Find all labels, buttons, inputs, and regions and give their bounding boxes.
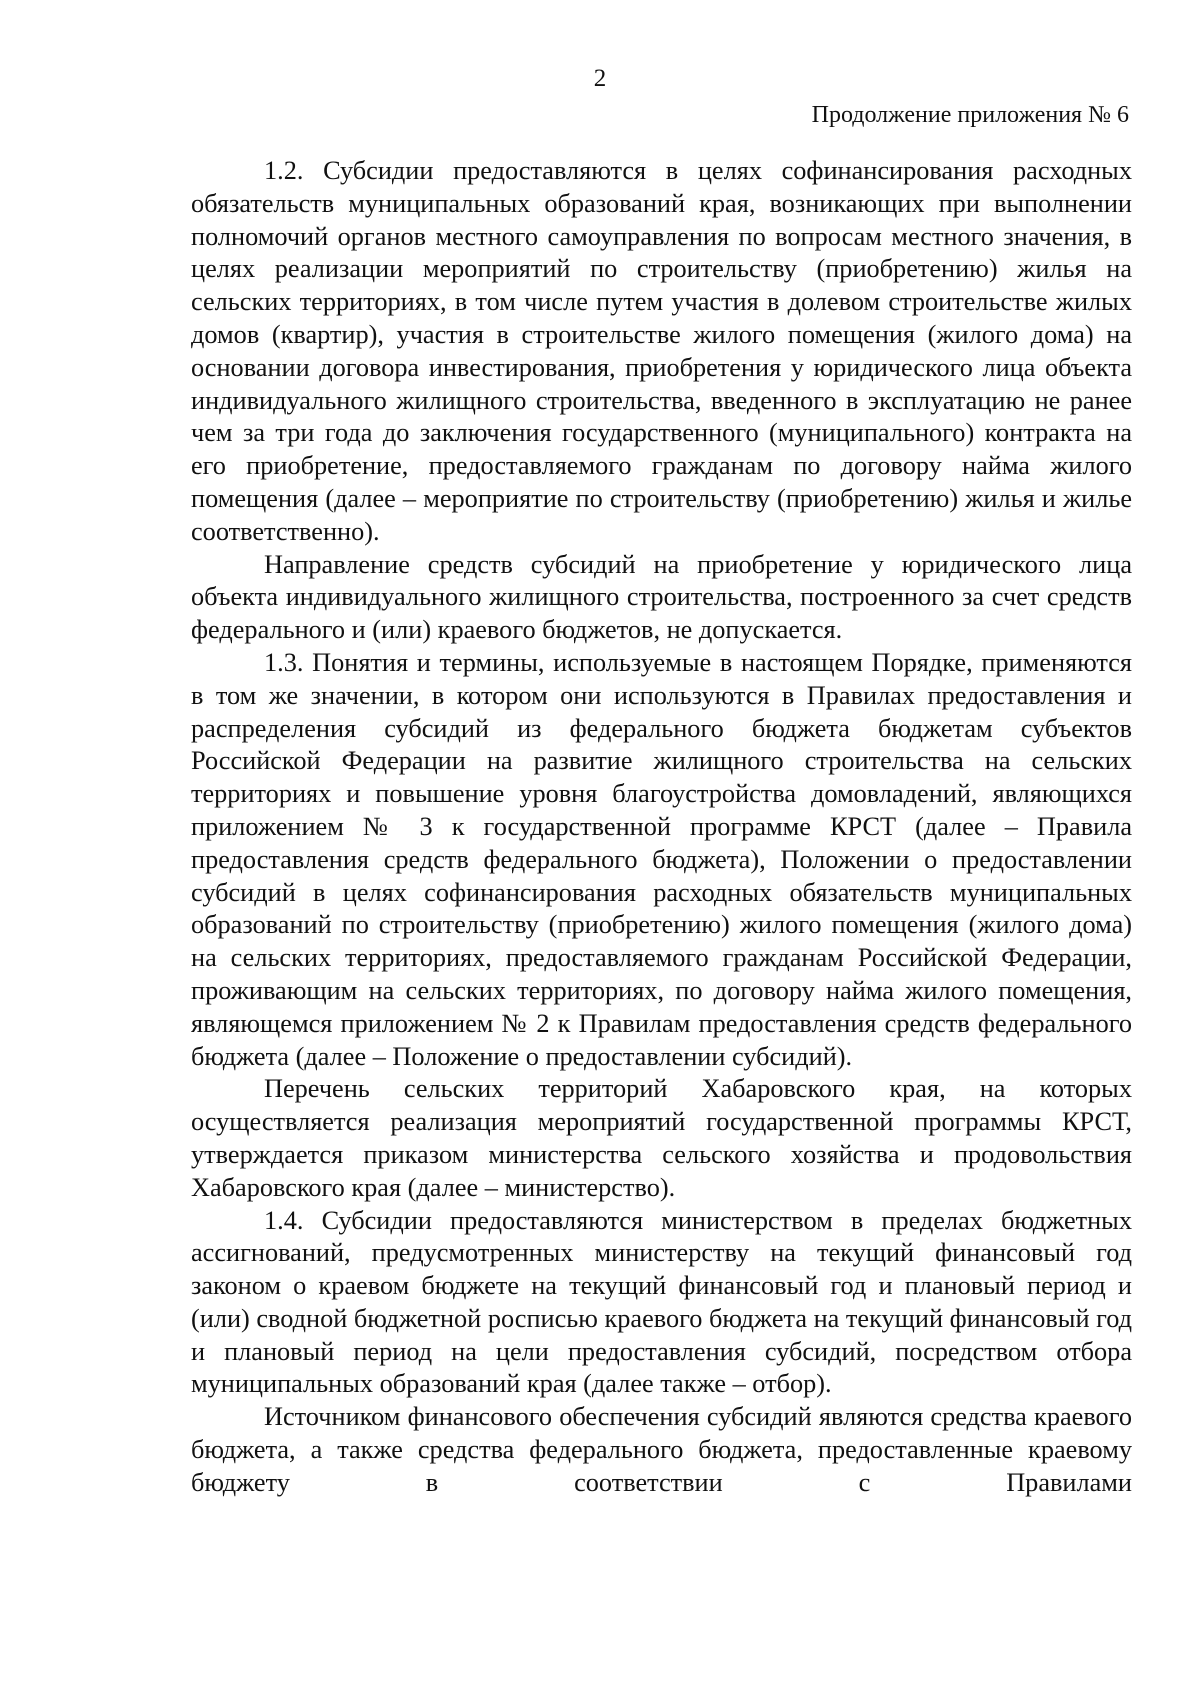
document-body — [191, 155, 1132, 1500]
paragraph-funding-source: Источником финансового обеспечения субсидий являются средства краевого бюджета, а также средства федерального бюджета, предоставленные краевому бюджету в соответствии с Правилами — [191, 1402, 1132, 1497]
paragraph-subsidy-restriction: Направление средств субсидий на приобретение у юридического лица объекта индивидуального жилищного строительства, построенного за счет средств федерального и (или) краевого бюджетов, не допускается. — [191, 549, 1132, 645]
paragraph-1-3: 1.3. Понятия и термины, используемые в настоящем Порядке, применяются в том же значении, в котором они используются в Правилах предоставления и распределения субсидий из федерального бюджета бюджетам субъектов Российской Федерации на развитие жилищного строительства на сельских территориях и повышение уровня благоустройства домовладений, являющихся приложением № 3 к государственной программе КРСТ (далее – Правила предоставления средств федерального бюджета), Положении о предоставлении субсидий в целях софинансирования расходных обязательств муниципальных образований по строительству (приобретению) жилого помещения (жилого дома) на сельских территориях, предоставляемого гражданам Российской Федерации, проживающим на сельских территориях, по договору найма жилого помещения, являющемся приложением № 2 к Правилам предоставления средств федерального бюджета (далее – Положение о предоставлении субсидий). — [191, 647, 1132, 1071]
paragraph-1-4: 1.4. Субсидии предоставляются министерством в пределах бюджетных ассигнований, предусмотренных министерству на текущий финансовый год законом о краевом бюджете на текущий финансовый год и плановый период и (или) сводной бюджетной росписью краевого бюджета на текущий финансовый год и плановый период на цели предоставления субсидий, посредством отбора муниципальных образований края (далее также – отбор). — [191, 1205, 1132, 1399]
paragraph-1-2: 1.2. Субсидии предоставляются в целях софинансирования расходных обязательств муниципальных образований края, возникающих при выполнении полномочий органов местного самоуправления по вопросам местного значения, в целях реализации мероприятий по строительству (приобретению) жилья на сельских территориях, в том числе путем участия в долевом строительстве жилых домов (квартир), участия в строительстве жилого помещения (жилого дома) на основании договора инвестирования, приобретения у юридического лица объекта индивидуального жилищного строительства, введенного в эксплуатацию не ранее чем за три года до заключения государственного (муниципального) контракта на его приобретение, предоставляемого гражданам по договору найма жилого помещения (далее – мероприятие по строительству (приобретению) жилья и жилье соответственно). — [191, 156, 1132, 546]
page-number: 2 — [593, 65, 607, 92]
paragraph-territories-list: Перечень сельских территорий Хабаровского края, на которых осуществляется реализация мероприятий государственной программы КРСТ, утверждается приказом министерства сельского хозяйства и продовольствия Хабаровского края (далее – министерство). — [191, 1074, 1132, 1202]
appendix-note: Продолжение приложения № 6 — [811, 102, 1129, 128]
